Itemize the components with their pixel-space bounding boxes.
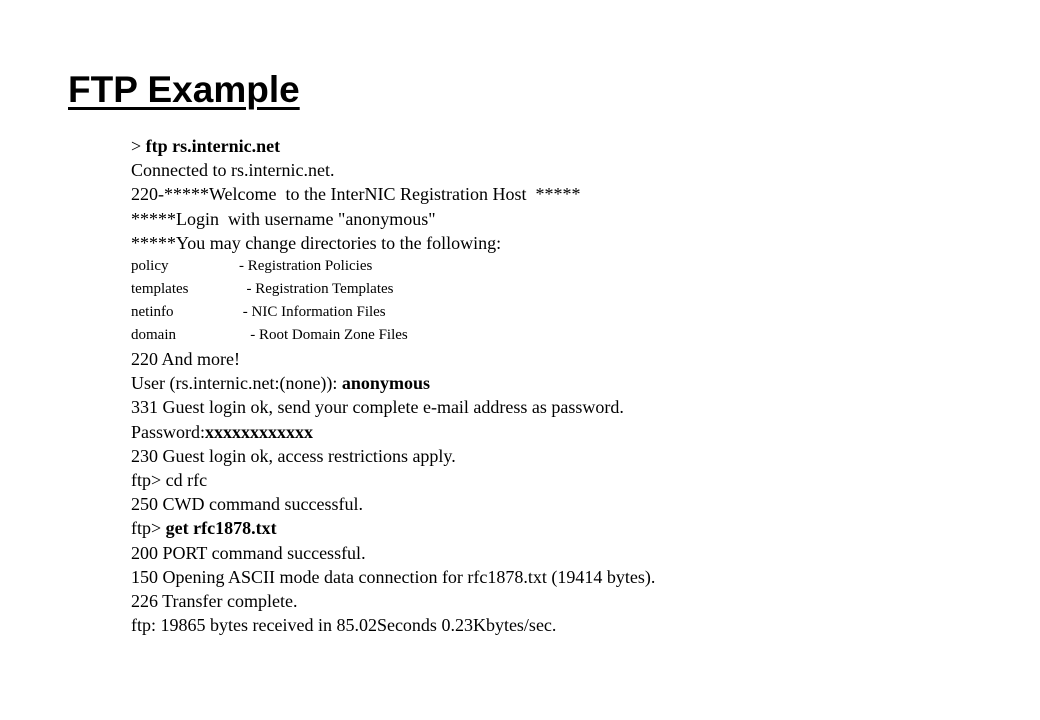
- directory-name: policy: [131, 258, 169, 275]
- directory-row-templates: [131, 278, 655, 301]
- directory-name: templates: [131, 281, 189, 298]
- ftp-command: ftp rs.internic.net: [145, 136, 281, 156]
- directory-row-netinfo: [131, 301, 655, 324]
- directory-row-domain: [131, 324, 655, 347]
- user-value: anonymous: [341, 373, 430, 394]
- directory-row-policy: [131, 255, 655, 278]
- password-prefix: Password:: [131, 421, 206, 442]
- directory-desc: - Root Domain Zone Files: [239, 327, 408, 344]
- directory-name: domain: [131, 327, 176, 344]
- stats-line: ftp: 19865 bytes received in 85.02Seconds 0.23Kbytes/sec.: [131, 615, 557, 636]
- password-value: xxxxxxxxxxxx: [205, 421, 314, 442]
- ftp-transcript: [131, 134, 655, 637]
- directory-desc: - Registration Templates: [239, 281, 394, 298]
- get-command: get rfc1878.txt: [165, 518, 277, 539]
- login-hint-line: *****Login with username "anonymous": [131, 208, 436, 229]
- port-ok-line: 200 PORT command successful.: [131, 542, 366, 563]
- access-restrictions-line: 230 Guest login ok, access restrictions apply.: [131, 445, 456, 466]
- change-dirs-line: *****You may change directories to the following:: [131, 232, 502, 253]
- guest-login-line: 331 Guest login ok, send your complete e-mail address as password.: [131, 397, 624, 418]
- connected-line: Connected to rs.internic.net.: [131, 160, 335, 181]
- cd-command-line: ftp> cd rfc: [131, 470, 208, 491]
- directory-name: netinfo: [131, 304, 174, 321]
- opening-line: 150 Opening ASCII mode data connection for rfc1878.txt (19414 bytes).: [131, 566, 656, 587]
- user-line: [131, 371, 655, 395]
- user-prefix: User (rs.internic.net:(none)):: [131, 373, 342, 394]
- cwd-ok-line: 250 CWD command successful.: [131, 494, 363, 515]
- welcome-line: 220-*****Welcome to the InterNIC Registration Host *****: [131, 184, 581, 205]
- transfer-complete-line: 226 Transfer complete.: [131, 591, 298, 612]
- get-prefix: ftp>: [131, 518, 166, 539]
- directory-desc: - NIC Information Files: [239, 304, 386, 321]
- get-command-line: [131, 516, 655, 540]
- prompt-prefix: >: [131, 136, 146, 156]
- slide-title: FTP Example: [68, 69, 300, 110]
- password-line: [131, 420, 655, 444]
- ftp-command-line: [131, 134, 655, 158]
- directory-desc: - Registration Policies: [239, 258, 373, 275]
- and-more-line: 220 And more!: [131, 349, 240, 370]
